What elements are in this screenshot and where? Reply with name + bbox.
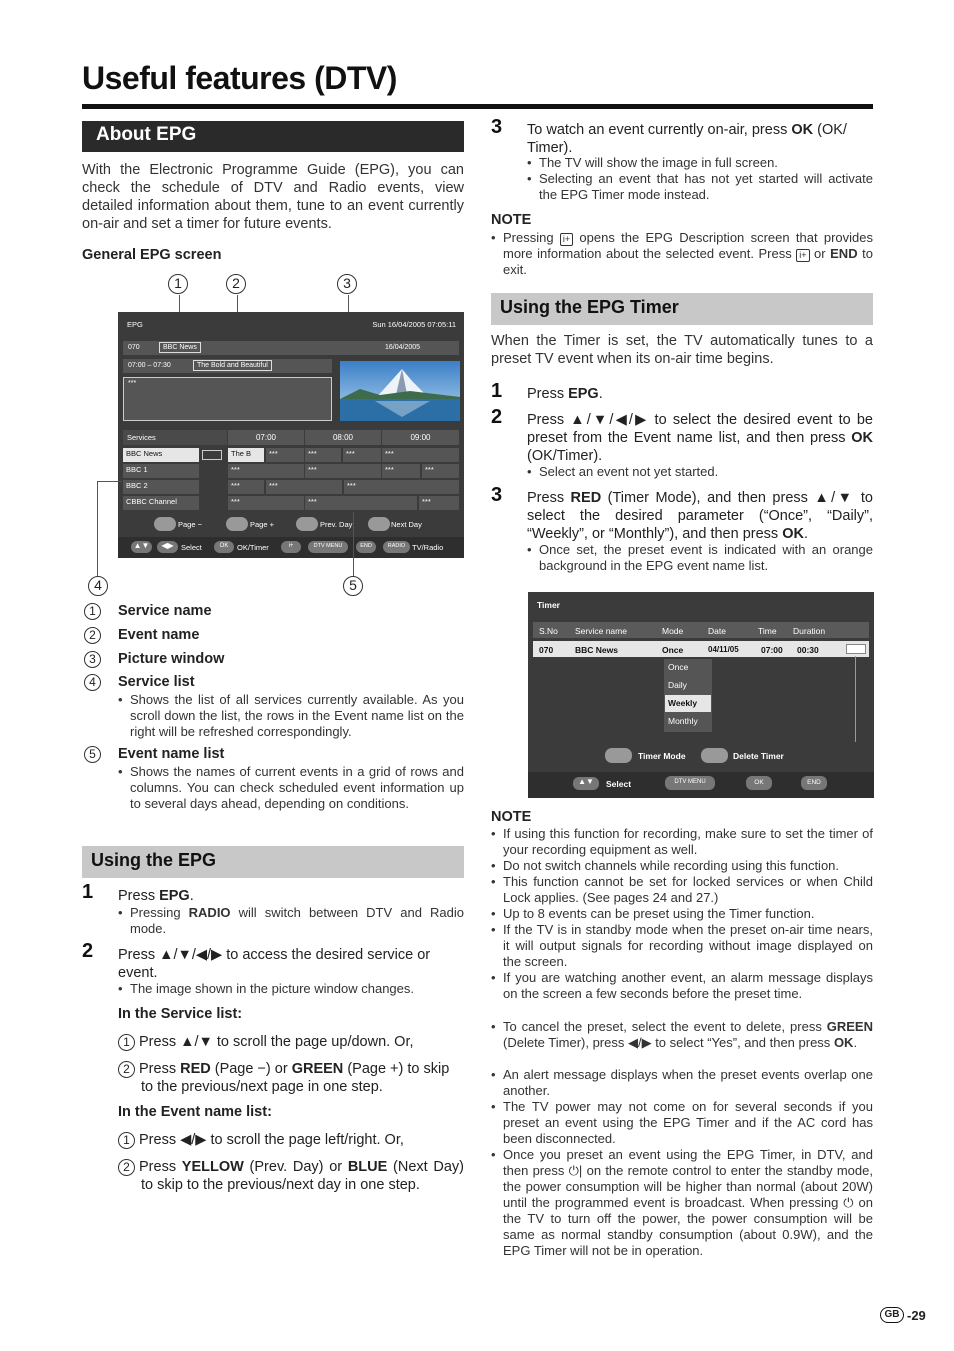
picture-window	[340, 361, 460, 421]
event-list-heading: In the Event name list:	[118, 1104, 272, 1120]
mode-option[interactable]: Daily	[668, 680, 687, 690]
event-cell[interactable]: ***	[228, 464, 304, 478]
info-button-icon: i+	[560, 233, 573, 246]
event-bar	[123, 359, 332, 373]
about-intro: With the Electronic Programme Guide (EPG), you can check the schedule of DTV and Radio events, view detailed information about them, tune to an event currently on-air and set a timer for future events.	[82, 162, 464, 232]
services-header-label: Services	[127, 433, 156, 442]
event-list-item-1: 1 Press ◀/▶ to scroll the page left/right. Or,	[118, 1131, 464, 1149]
event-cell-selected[interactable]: The B	[228, 448, 264, 462]
note-1-text: • Pressing i+ opens the EPG Description screen that provides more information about the selected event. Press i+ or END to exit.	[491, 230, 873, 278]
page-plus-label: Page +	[250, 520, 274, 529]
timer-intro: When the Timer is set, the TV automatically tunes to a preset TV event when its on-air time begins.	[491, 333, 873, 367]
epg-title: EPG	[127, 320, 143, 329]
region-badge: GB	[880, 1307, 904, 1323]
event-cell[interactable]: ***	[228, 496, 304, 510]
step-3-text: To watch an event currently on-air, press OK (OK/ Timer).	[527, 122, 847, 156]
note-item: • An alert message displays when the preset events overlap one another.	[491, 1067, 873, 1099]
timer-step-1-num: 1	[491, 380, 503, 402]
using-epg-step-1: Press EPG.	[118, 888, 194, 904]
note-item: • If using this function for recording, make sure to set the timer of your recording equipment as well.	[491, 826, 873, 858]
timer-step-2: Press ▲/▼/◀/▶ to select the desired event to be preset from the Event name list, and then press OK (OK/Timer).	[527, 412, 873, 464]
red-timer-mode-button[interactable]	[605, 748, 632, 763]
yellow-button[interactable]	[296, 517, 318, 531]
up-down-arrows-icon: ▲▼	[131, 541, 152, 553]
dtv-menu-key-icon: DTV MENU	[665, 776, 715, 790]
legend-num-5: 5	[84, 746, 101, 763]
callout-1: 1	[168, 274, 188, 294]
time-col-1: 08:00	[305, 430, 381, 445]
green-delete-timer-button[interactable]	[701, 748, 728, 763]
col-mode: Mode	[662, 626, 684, 636]
event-cell[interactable]: ***	[419, 496, 459, 510]
legend-num-3: 3	[84, 651, 101, 668]
using-epg-step-2-note: • The image shown in the picture window changes.	[118, 981, 464, 997]
service-list-item-1: 1 Press ▲/▼ to scroll the page up/down. Or,	[118, 1033, 464, 1051]
general-epg-label: General EPG screen	[82, 247, 222, 263]
event-cell[interactable]: ***	[382, 464, 420, 478]
event-cell[interactable]: ***	[344, 480, 459, 494]
legend-num-4: 4	[84, 674, 101, 691]
nav-tv-radio-label: TV/Radio	[412, 543, 444, 552]
description-text: ***	[128, 380, 137, 387]
col-sno: S.No	[539, 626, 558, 636]
power-standby-icon: ⏻|	[568, 1163, 583, 1178]
timer-row[interactable]	[533, 641, 869, 657]
using-epg-step-2: Press ▲/▼/◀/▶ to access the desired service or event.	[118, 947, 431, 981]
service-list-heading: In the Service list:	[118, 1006, 243, 1022]
event-cell[interactable]: ***	[343, 448, 381, 462]
timer-step-3-num: 3	[491, 484, 503, 506]
up-down-arrows-icon: ▲▼	[573, 777, 599, 790]
timer-step-2-num: 2	[491, 406, 503, 428]
blue-button[interactable]	[368, 517, 390, 531]
row-service-name: BBC News	[575, 645, 618, 655]
using-epg-step-1-note: • Pressing RADIO will switch between DTV and Radio mode.	[118, 905, 464, 937]
legend-picture-window: Picture window	[118, 651, 225, 667]
service-list-desc: • Shows the list of all services currently available. As you scroll down the list, the rows in the Event name list on the right will be refreshed correspondingly.	[118, 692, 464, 740]
event-name-list-desc: • Shows the names of current events in a grid of rows and columns. You can check scheduled event information up to several days ahead, depending on conditions.	[118, 764, 464, 812]
col-date: Date	[708, 626, 726, 636]
page-minus-label: Page −	[178, 520, 202, 529]
next-day-label: Next Day	[391, 520, 422, 529]
description-box	[123, 377, 332, 421]
power-icon: ⏻	[843, 1195, 854, 1210]
note-item: • If you are watching another event, an alarm message displays on the screen a few seconds before the preset time.	[491, 970, 873, 1002]
event-cell[interactable]: ***	[305, 448, 341, 462]
delete-timer-label: Delete Timer	[733, 751, 784, 761]
mode-dropdown[interactable]	[664, 659, 712, 732]
step-3-bullet-1: • The TV will show the image in full screen.	[527, 155, 873, 171]
timer-step-3-note: • Once set, the preset event is indicated with an orange background in the EPG event name list.	[527, 542, 873, 574]
step-3-num: 3	[491, 116, 503, 138]
event-cell[interactable]: ***	[266, 480, 342, 494]
event-cell[interactable]: ***	[266, 448, 304, 462]
mode-option-selected[interactable]: Weekly	[665, 695, 711, 712]
event-name-box: The Bold and Beautiful	[193, 360, 272, 371]
dtv-menu-key-icon: DTV MENU	[308, 541, 348, 553]
event-cell[interactable]: ***	[305, 464, 381, 478]
row-date: 04/11/05	[708, 645, 739, 654]
nav-ok-timer-label: OK/Timer	[237, 543, 269, 552]
leader-4	[97, 481, 98, 577]
step-3-bullet-2: • Selecting an event that has not yet started will activate the EPG Timer mode instead.	[527, 171, 873, 203]
using-epg-step-1-num: 1	[82, 881, 94, 903]
ok-key-icon: OK	[746, 776, 772, 790]
col-time: Time	[758, 626, 777, 636]
event-list-item-2: 2 Press YELLOW (Prev. Day) or BLUE (Next Day) to skip to the previous/next day in one step.	[118, 1158, 464, 1194]
page-title: Useful features (DTV)	[82, 60, 397, 96]
callout-3: 3	[337, 274, 357, 294]
timer-step-2-note: • Select an event not yet started.	[527, 464, 873, 480]
epg-screen	[118, 312, 464, 558]
about-epg-heading: About EPG	[82, 121, 464, 152]
col-duration: Duration	[793, 626, 826, 636]
info-key-icon: i+	[281, 541, 301, 553]
nav-select-label: Select	[181, 543, 202, 552]
note-item-cancel: • To cancel the preset, select the event to delete, press GREEN (Delete Timer), press ◀/▶ to select “Yes”, and then press OK.	[491, 1019, 873, 1051]
service-list-item-2: 2 Press RED (Page −) or GREEN (Page +) to skip to the previous/next page in one step.	[118, 1060, 464, 1096]
epg-datetime: Sun 16/04/2005 07:05:11	[372, 320, 456, 329]
note-item: • Up to 8 events can be preset using the Timer function.	[491, 906, 873, 922]
using-epg-heading: Using the EPG	[82, 846, 464, 878]
time-col-2: 09:00	[382, 430, 459, 445]
timer-nav-select: Select	[606, 779, 632, 789]
timer-step-1: Press EPG.	[527, 386, 603, 402]
service-name-box: BBC News	[159, 342, 201, 353]
event-cell[interactable]: ***	[305, 496, 417, 510]
legend-num-2: 2	[84, 627, 101, 644]
row-sno: 070	[539, 645, 554, 655]
legend-service-name: Service name	[118, 603, 212, 619]
callout-4: 4	[88, 576, 108, 596]
mode-option[interactable]: Once	[668, 662, 689, 672]
note-item: • If the TV is in standby mode when the preset on-air time nears, it will output signals for recording without image displayed on the screen.	[491, 922, 873, 970]
timer-scroll-track[interactable]	[855, 656, 856, 742]
legend-num-1: 1	[84, 603, 101, 620]
scroll-thumb[interactable]	[202, 450, 222, 460]
event-cell[interactable]: ***	[422, 464, 459, 478]
page-number: -29	[907, 1308, 926, 1323]
legend-event-name-list: Event name list	[118, 746, 225, 762]
green-button[interactable]	[226, 517, 248, 531]
service-list-item[interactable]: BBC News	[123, 448, 199, 462]
timer-mode-label: Timer Mode	[638, 751, 686, 761]
timer-scroll-thumb[interactable]	[846, 644, 866, 654]
title-rule	[82, 104, 873, 109]
event-cell[interactable]: ***	[228, 480, 264, 494]
radio-key-icon: RADIO	[383, 541, 410, 553]
leader-5	[353, 512, 354, 577]
note-item: • The TV power may not come on for several seconds if you preset an event using the EPG Timer and if the AC cord has been disconnected.	[491, 1099, 873, 1147]
service-list-item[interactable]: CBBC Channel	[123, 496, 199, 510]
service-number: 070	[128, 344, 140, 351]
ok-key-icon: OK	[214, 541, 234, 553]
epg-timer-heading: Using the EPG Timer	[491, 293, 873, 325]
red-button[interactable]	[154, 517, 176, 531]
end-key-icon: END	[801, 776, 827, 790]
col-service-name: Service name	[575, 626, 627, 636]
services-header	[123, 430, 227, 445]
note-item: • This function cannot be set for locked services or when Child Lock applies. (See pages 24 and 27.)	[491, 874, 873, 906]
end-key-icon: END	[356, 541, 376, 553]
mode-option[interactable]: Monthly	[668, 716, 698, 726]
event-time: 07:00 – 07:30	[128, 362, 171, 369]
callout-5: 5	[343, 576, 363, 596]
event-cell[interactable]: ***	[382, 448, 459, 462]
note-item-standby: • Once you preset an event using the EPG Timer, in DTV, and then press ⏻| on the remote control to enter the standby mode, the power consumption will be higher than normal (about 20W) until the programmed event is broadcast. When pressing ⏻ on the TV to turn off the power, the power consumption will be same as normal standby consumption (about 0.9W), and the EPG Timer will not be in operation.	[491, 1147, 873, 1259]
note-2-heading: NOTE	[491, 809, 532, 825]
legend-event-name: Event name	[118, 627, 200, 643]
row-duration: 00:30	[797, 645, 819, 655]
note-item: • Do not switch channels while recording using this function.	[491, 858, 873, 874]
leader-4-horizontal	[97, 481, 122, 482]
timer-screen	[528, 592, 874, 798]
time-col-0: 07:00	[228, 430, 304, 445]
prev-day-label: Prev. Day	[320, 520, 353, 529]
service-list-item[interactable]: BBC 1	[123, 464, 199, 478]
callout-2: 2	[226, 274, 246, 294]
service-list-item[interactable]: BBC 2	[123, 480, 199, 494]
using-epg-step-2-num: 2	[82, 940, 94, 962]
note-1-heading: NOTE	[491, 212, 532, 228]
timer-step-3: Press RED (Timer Mode), and then press ▲/▼ to select the desired parameter (“Once”, “Daily”, “Weekly”, or “Monthly”), and then press OK.	[527, 490, 873, 542]
left-right-arrows-icon: ◀▶	[157, 541, 178, 553]
info-button-icon: i+	[796, 249, 809, 262]
row-mode: Once	[662, 645, 684, 655]
service-bar	[123, 341, 459, 355]
timer-title: Timer	[537, 600, 560, 610]
timer-header-row	[533, 622, 869, 638]
legend-service-list: Service list	[118, 674, 195, 690]
service-date: 16/04/2005	[385, 344, 421, 351]
row-time: 07:00	[761, 645, 783, 655]
